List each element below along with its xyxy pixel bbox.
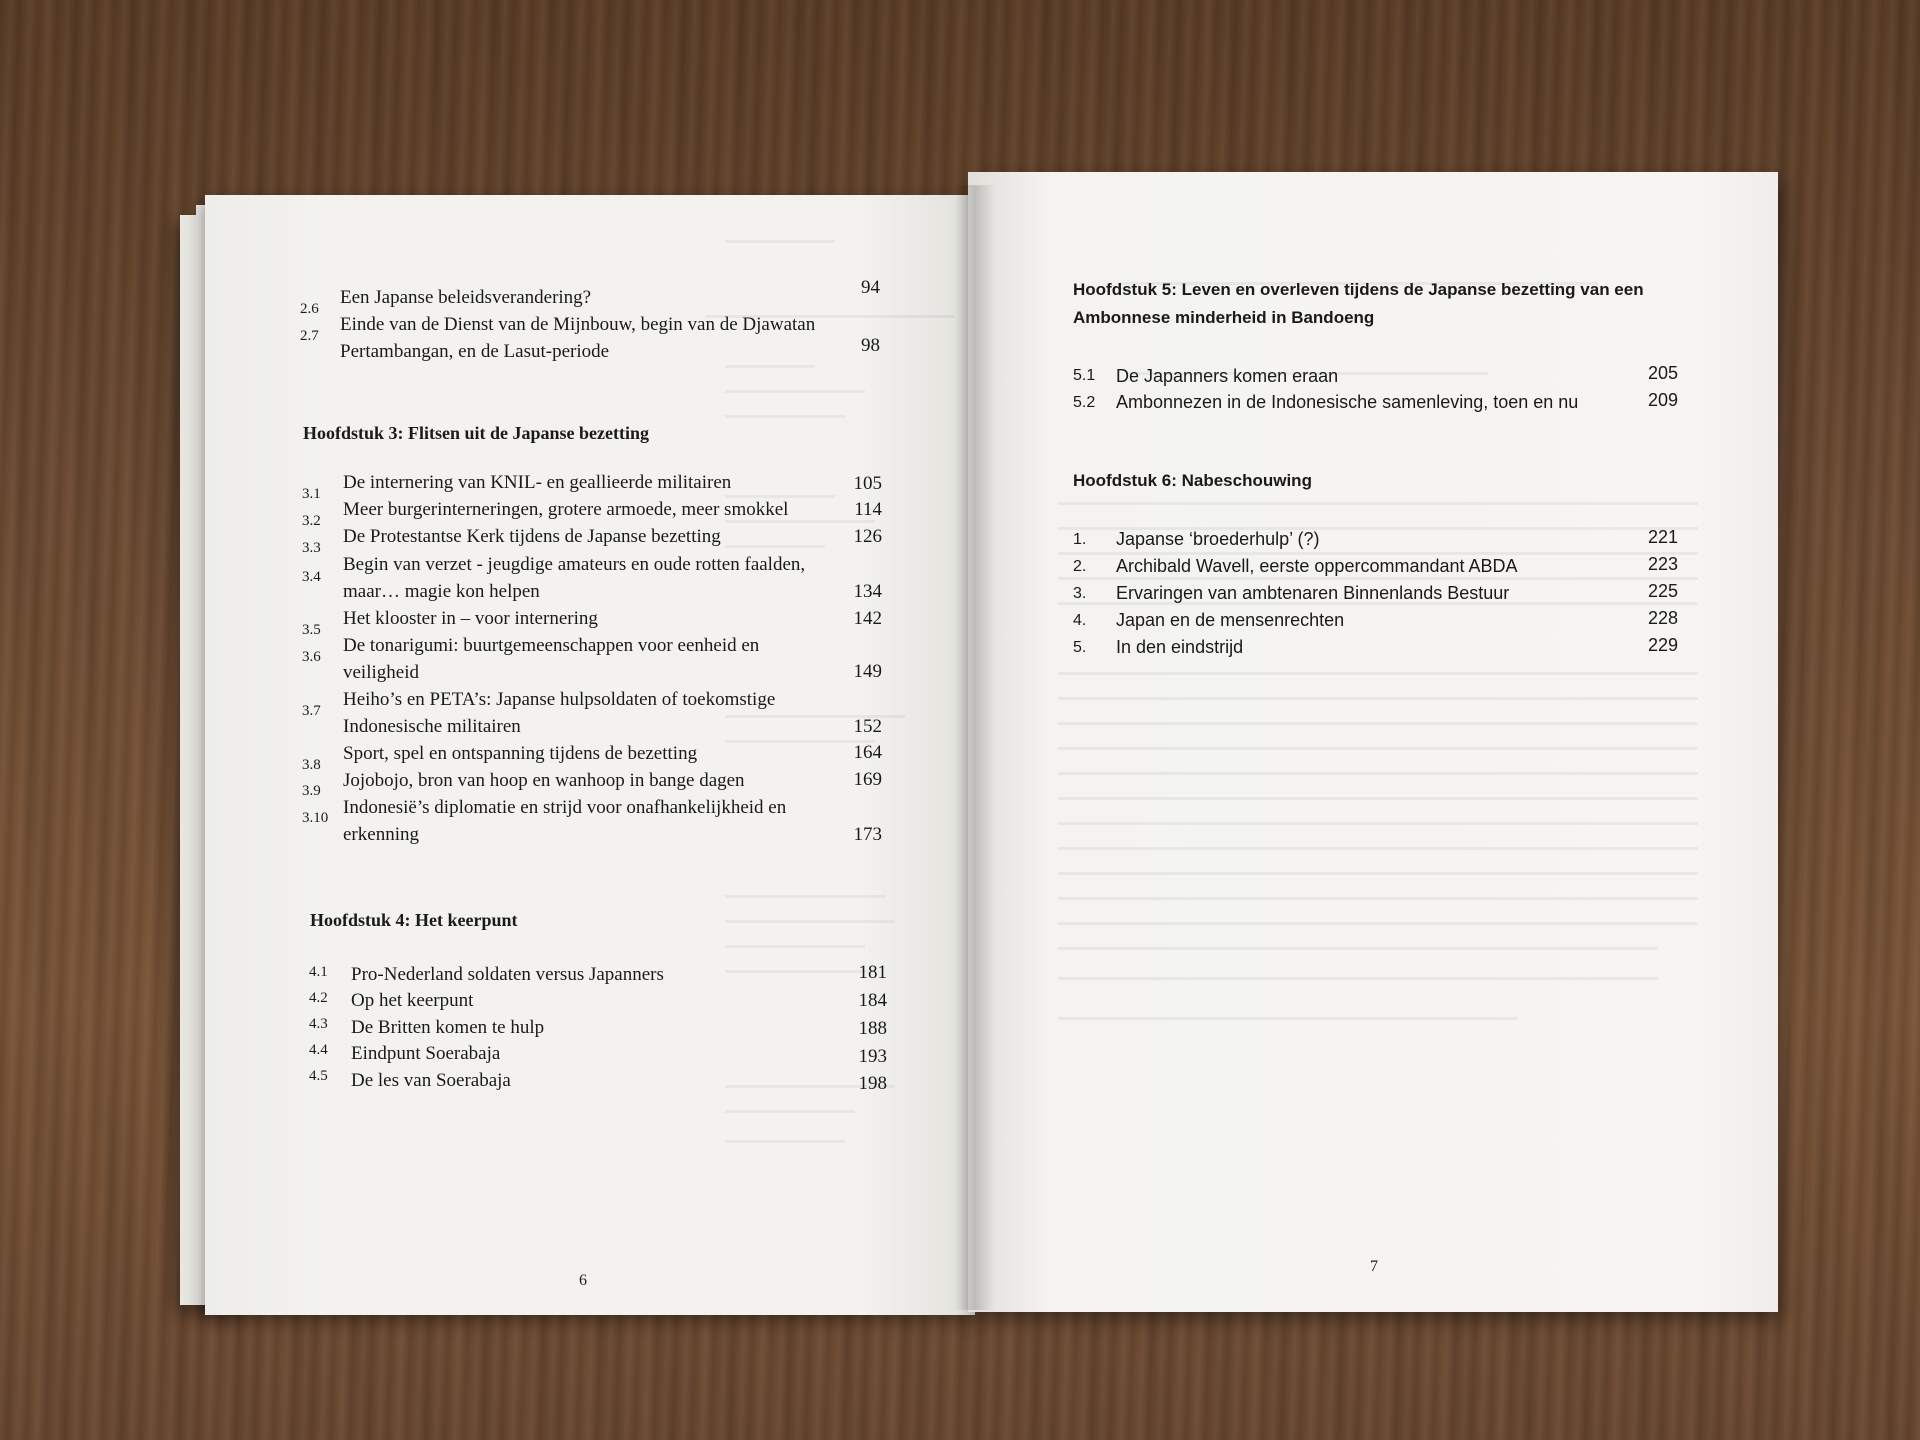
entry-title: Japan en de mensenrechten — [1116, 610, 1345, 630]
entry-title: Begin van verzet - jeugdige amateurs en oude rotten faalden, — [343, 554, 806, 575]
entry-number: 3.3 — [302, 540, 321, 556]
entry-title-cont: Pertambangan, en de Lasut-periode — [340, 341, 610, 362]
entry-number: 3.1 — [302, 486, 321, 502]
entry-title: Eindpunt Soerabaja — [351, 1043, 501, 1064]
entry-page: 169 — [853, 769, 882, 790]
entry-page: 188 — [858, 1018, 887, 1039]
entry-page: 229 — [1647, 635, 1678, 655]
entry-title-cont: veiligheid — [343, 662, 419, 683]
entry-page: 134 — [853, 581, 882, 602]
entry-page: 205 — [1647, 363, 1678, 383]
entry-title: De tonarigumi: buurtgemeenschappen voor eenheid en — [343, 635, 760, 656]
entry-number: 4.5 — [309, 1068, 328, 1084]
entry-number: 3.6 — [302, 649, 321, 665]
entry-number: 3.10 — [302, 810, 329, 826]
entry-title: Ervaringen van ambtenaren Binnenlands Bestuur — [1116, 583, 1510, 603]
entry-title-cont: erkenning — [343, 824, 419, 845]
right-page — [968, 172, 1778, 1312]
entry-title: Einde van de Dienst van de Mijnbouw, begin van de Djawatan — [340, 314, 816, 335]
entry-number: 3.5 — [302, 622, 321, 638]
entry-title: De Protestantse Kerk tijdens de Japanse bezetting — [343, 526, 721, 547]
entry-title: De internering van KNIL- en geallieerde militairen — [343, 472, 732, 493]
entry-page: 193 — [858, 1046, 887, 1067]
left-page — [205, 195, 975, 1315]
entry-title: Een Japanse beleidsverandering? — [340, 287, 592, 308]
entry-number: 1. — [1073, 531, 1087, 548]
entry-title: Ambonnezen in de Indonesische samenleving, toen en nu — [1116, 392, 1579, 412]
entry-page: 114 — [854, 499, 882, 520]
entry-title: De les van Soerabaja — [351, 1070, 511, 1091]
entry-number: 2.7 — [300, 328, 319, 344]
entry-number: 5.1 — [1073, 367, 1096, 384]
page-number: 7 — [1370, 1258, 1378, 1275]
page-number: 6 — [579, 1272, 587, 1289]
entry-title: In den eindstrijd — [1116, 637, 1244, 657]
entry-number: 3.4 — [302, 569, 321, 585]
entry-page: 181 — [858, 962, 887, 983]
entry-title: Archibald Wavell, eerste oppercommandant ABDA — [1116, 556, 1518, 576]
entry-number: 3.7 — [302, 703, 321, 719]
entry-page: 152 — [853, 716, 882, 737]
entry-title-cont: Indonesische militairen — [343, 716, 521, 737]
chapter-heading-cont: Ambonnese minderheid in Bandoeng — [1073, 308, 1375, 327]
entry-page: 173 — [853, 824, 882, 845]
entry-title: Pro-Nederland soldaten versus Japanners — [351, 964, 664, 985]
entry-number: 4.2 — [309, 990, 328, 1006]
entry-page: 94 — [861, 277, 880, 298]
entry-number: 4. — [1073, 612, 1087, 629]
entry-page: 198 — [858, 1073, 887, 1094]
entry-title: Japanse ‘broederhulp’ (?) — [1116, 529, 1320, 549]
entry-page: 225 — [1647, 581, 1678, 601]
chapter-heading: Hoofdstuk 3: Flitsen uit de Japanse bezetting — [303, 423, 650, 443]
entry-title: Heiho’s en PETA’s: Japanse hulpsoldaten of toekomstige — [343, 689, 776, 710]
entry-page: 209 — [1647, 390, 1678, 410]
entry-page: 164 — [853, 742, 882, 763]
entry-number: 5. — [1073, 639, 1087, 656]
entry-title: De Britten komen te hulp — [351, 1017, 545, 1038]
entry-number: 3.8 — [302, 757, 321, 773]
entry-title: Sport, spel en ontspanning tijdens de bezetting — [343, 743, 698, 764]
entry-number: 2. — [1073, 558, 1087, 575]
entry-page: 221 — [1647, 527, 1678, 547]
entry-page: 149 — [853, 661, 882, 682]
entry-title: Het klooster in – voor internering — [343, 608, 598, 629]
entry-number: 3.2 — [302, 513, 321, 529]
entry-title: Op het keerpunt — [351, 990, 474, 1011]
entry-number: 3.9 — [302, 783, 321, 799]
chapter-heading: Hoofdstuk 4: Het keerpunt — [310, 910, 518, 930]
show-through-text — [968, 172, 1778, 1312]
entry-number: 4.1 — [309, 964, 328, 980]
chapter-heading: Hoofdstuk 6: Nabeschouwing — [1073, 471, 1312, 490]
entry-title: Indonesië’s diplomatie en strijd voor onafhankelijkheid en — [343, 797, 787, 818]
entry-title-cont: maar… magie kon helpen — [343, 581, 540, 602]
entry-number: 2.6 — [300, 301, 319, 317]
entry-page: 98 — [861, 335, 880, 356]
entry-number: 3. — [1073, 585, 1087, 602]
entry-title: Jojobojo, bron van hoop en wanhoop in bange dagen — [343, 770, 745, 791]
entry-number: 5.2 — [1073, 394, 1096, 411]
entry-page: 223 — [1647, 554, 1678, 574]
entry-title: De Japanners komen eraan — [1116, 366, 1339, 386]
entry-page: 105 — [853, 473, 882, 494]
chapter-heading: Hoofdstuk 5: Leven en overleven tijdens de Japanse bezetting van een — [1073, 280, 1644, 299]
entry-page: 228 — [1647, 608, 1678, 628]
entry-page: 126 — [853, 526, 882, 547]
entry-page: 184 — [858, 990, 887, 1011]
entry-number: 4.4 — [309, 1042, 328, 1058]
entry-title: Meer burgerinterneringen, grotere armoede, meer smokkel — [343, 499, 789, 520]
entry-number: 4.3 — [309, 1016, 328, 1032]
entry-page: 142 — [853, 608, 882, 629]
